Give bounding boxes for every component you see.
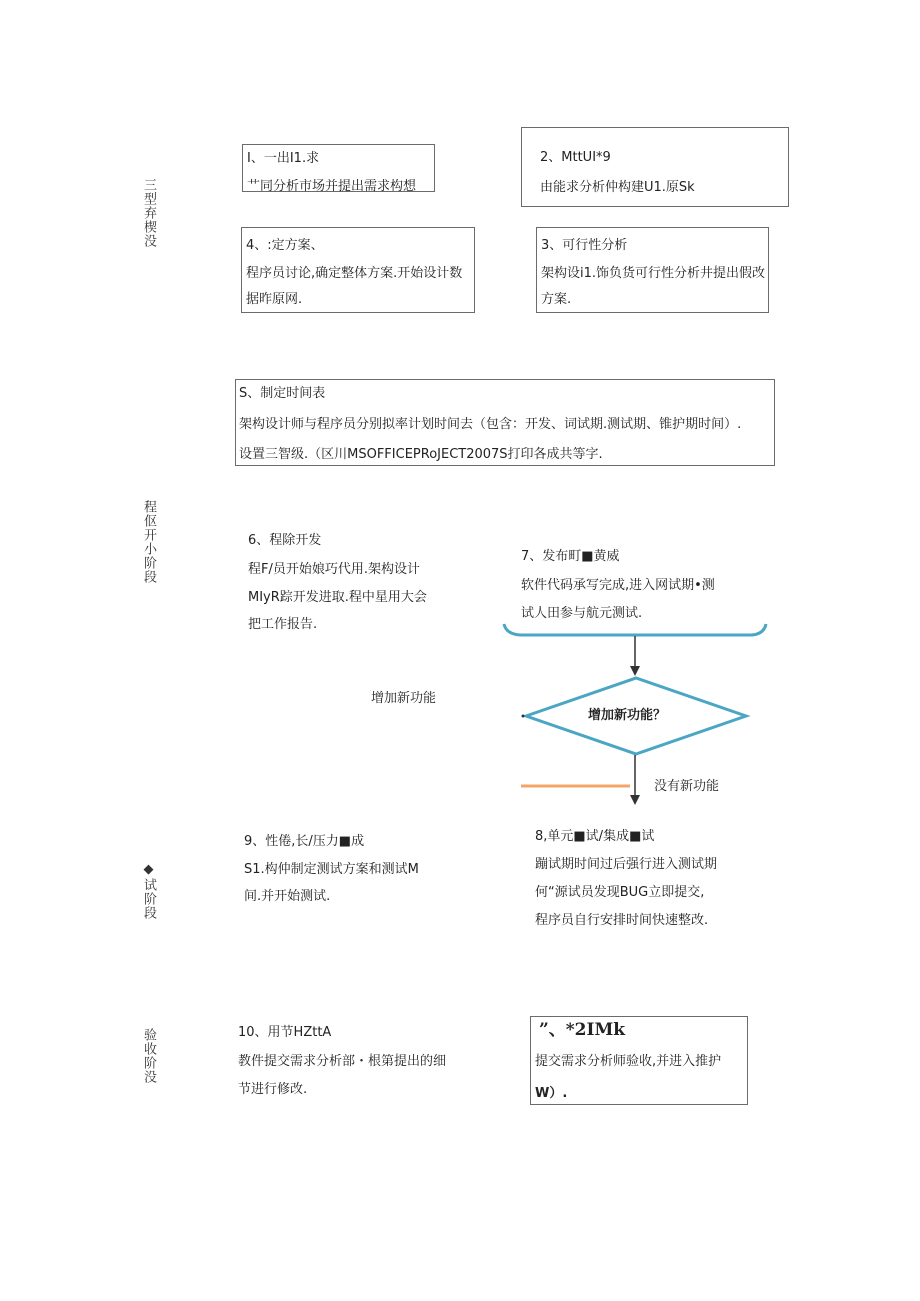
arrow-head-2 (630, 795, 640, 805)
add-feature-label: 增加新功能 (371, 691, 437, 706)
step5-text-2: 设置三智级.（区川MSOFFICEPRoJECT2007S打印各成共等字. (239, 447, 603, 462)
step4-title: 4、:定方案、 (246, 238, 324, 253)
decision-text: 增加新功能？ (588, 708, 667, 723)
step5-text-1: 架构设计师与程序员分别拟率计划时间去（包含：开发、词试期.测试期、锥护期时间）. (239, 417, 742, 432)
terminator-bottom-curve (504, 624, 766, 635)
step10-block (238, 1025, 468, 1105)
step1-text: 艹同分析市场并提出需求构想 (247, 179, 417, 192)
phase-label-design: 三型弃楔没 (141, 178, 156, 248)
step10-title: 10、用节HZttA (238, 1025, 332, 1040)
step6-text-3: 把工作报告. (248, 617, 318, 632)
phase-label-acceptance: 验收阶没 (141, 1028, 156, 1084)
step9-text-1: S1.构仲制定测试方案和测试M (244, 862, 419, 877)
step10-text-1: 教件提交需求分析部・根第提出的细 (238, 1054, 447, 1069)
step3-text-1: 架构设i1.饰负货可行性分析井提出假改 (541, 266, 766, 281)
step5-title: S、制定时间表 (239, 386, 326, 401)
step11-title: ”、*2IMk (539, 1020, 626, 1040)
step10-text-2: 节进行修改. (238, 1082, 308, 1097)
step9-title: 9、性倦,长/压力■成 (244, 834, 365, 849)
step8-text-3: 程序员自行安排时间快速整改. (535, 913, 709, 928)
step8-text-2: 何“源试员发现BUG立即提交, (535, 885, 705, 900)
step9-text-2: 间.并开始测试. (244, 889, 331, 904)
decision-left-marker (522, 715, 525, 718)
step11-text-1: 提交需求分析师验收,并进入推护 (535, 1054, 722, 1069)
step6-text-1: 程F/员开始娘巧代用.架构设计 (248, 562, 420, 577)
step11-text-2: W）. (535, 1086, 568, 1101)
step4-text-1: 程序员讨论,确定整体方案.开始设计数 (246, 266, 463, 281)
arrow-head-1 (630, 666, 640, 676)
phase-label-development: 程伛开小阶段 (141, 500, 156, 584)
no-new-feature-label: 没有新功能 (654, 779, 720, 794)
step3-text-2: 方案. (541, 292, 572, 307)
step2-text: 由能求分析仲构建U1.原Sk (540, 180, 695, 195)
step8-text-1: 蹦试期时间过后强行进入测试期 (535, 857, 718, 872)
step4-text-2: 据昨原网. (246, 292, 303, 307)
step6-text-2: MIyR踪开发进取.程中星用大会 (248, 590, 427, 605)
step3-title: 3、可行性分析 (541, 238, 628, 253)
step9-block (244, 834, 464, 914)
step7-title: 7、发布町■黄威 (521, 549, 620, 564)
step6-title: 6、程除开发 (248, 533, 322, 548)
step7-text-2: 试人田参与航元测试. (521, 606, 643, 621)
step11-box (530, 1016, 748, 1105)
step7-text-1: 软件代码承写完成,进入网试期•测 (521, 578, 715, 593)
step8-title: 8,单元■试/集成■试 (535, 829, 655, 844)
step8-block (535, 829, 765, 939)
step2-title: 2、MttUI*9 (540, 150, 611, 165)
phase-label-testing: ◆试阶段 (141, 862, 156, 920)
step1-title: I、一出I1.求 (247, 151, 320, 166)
